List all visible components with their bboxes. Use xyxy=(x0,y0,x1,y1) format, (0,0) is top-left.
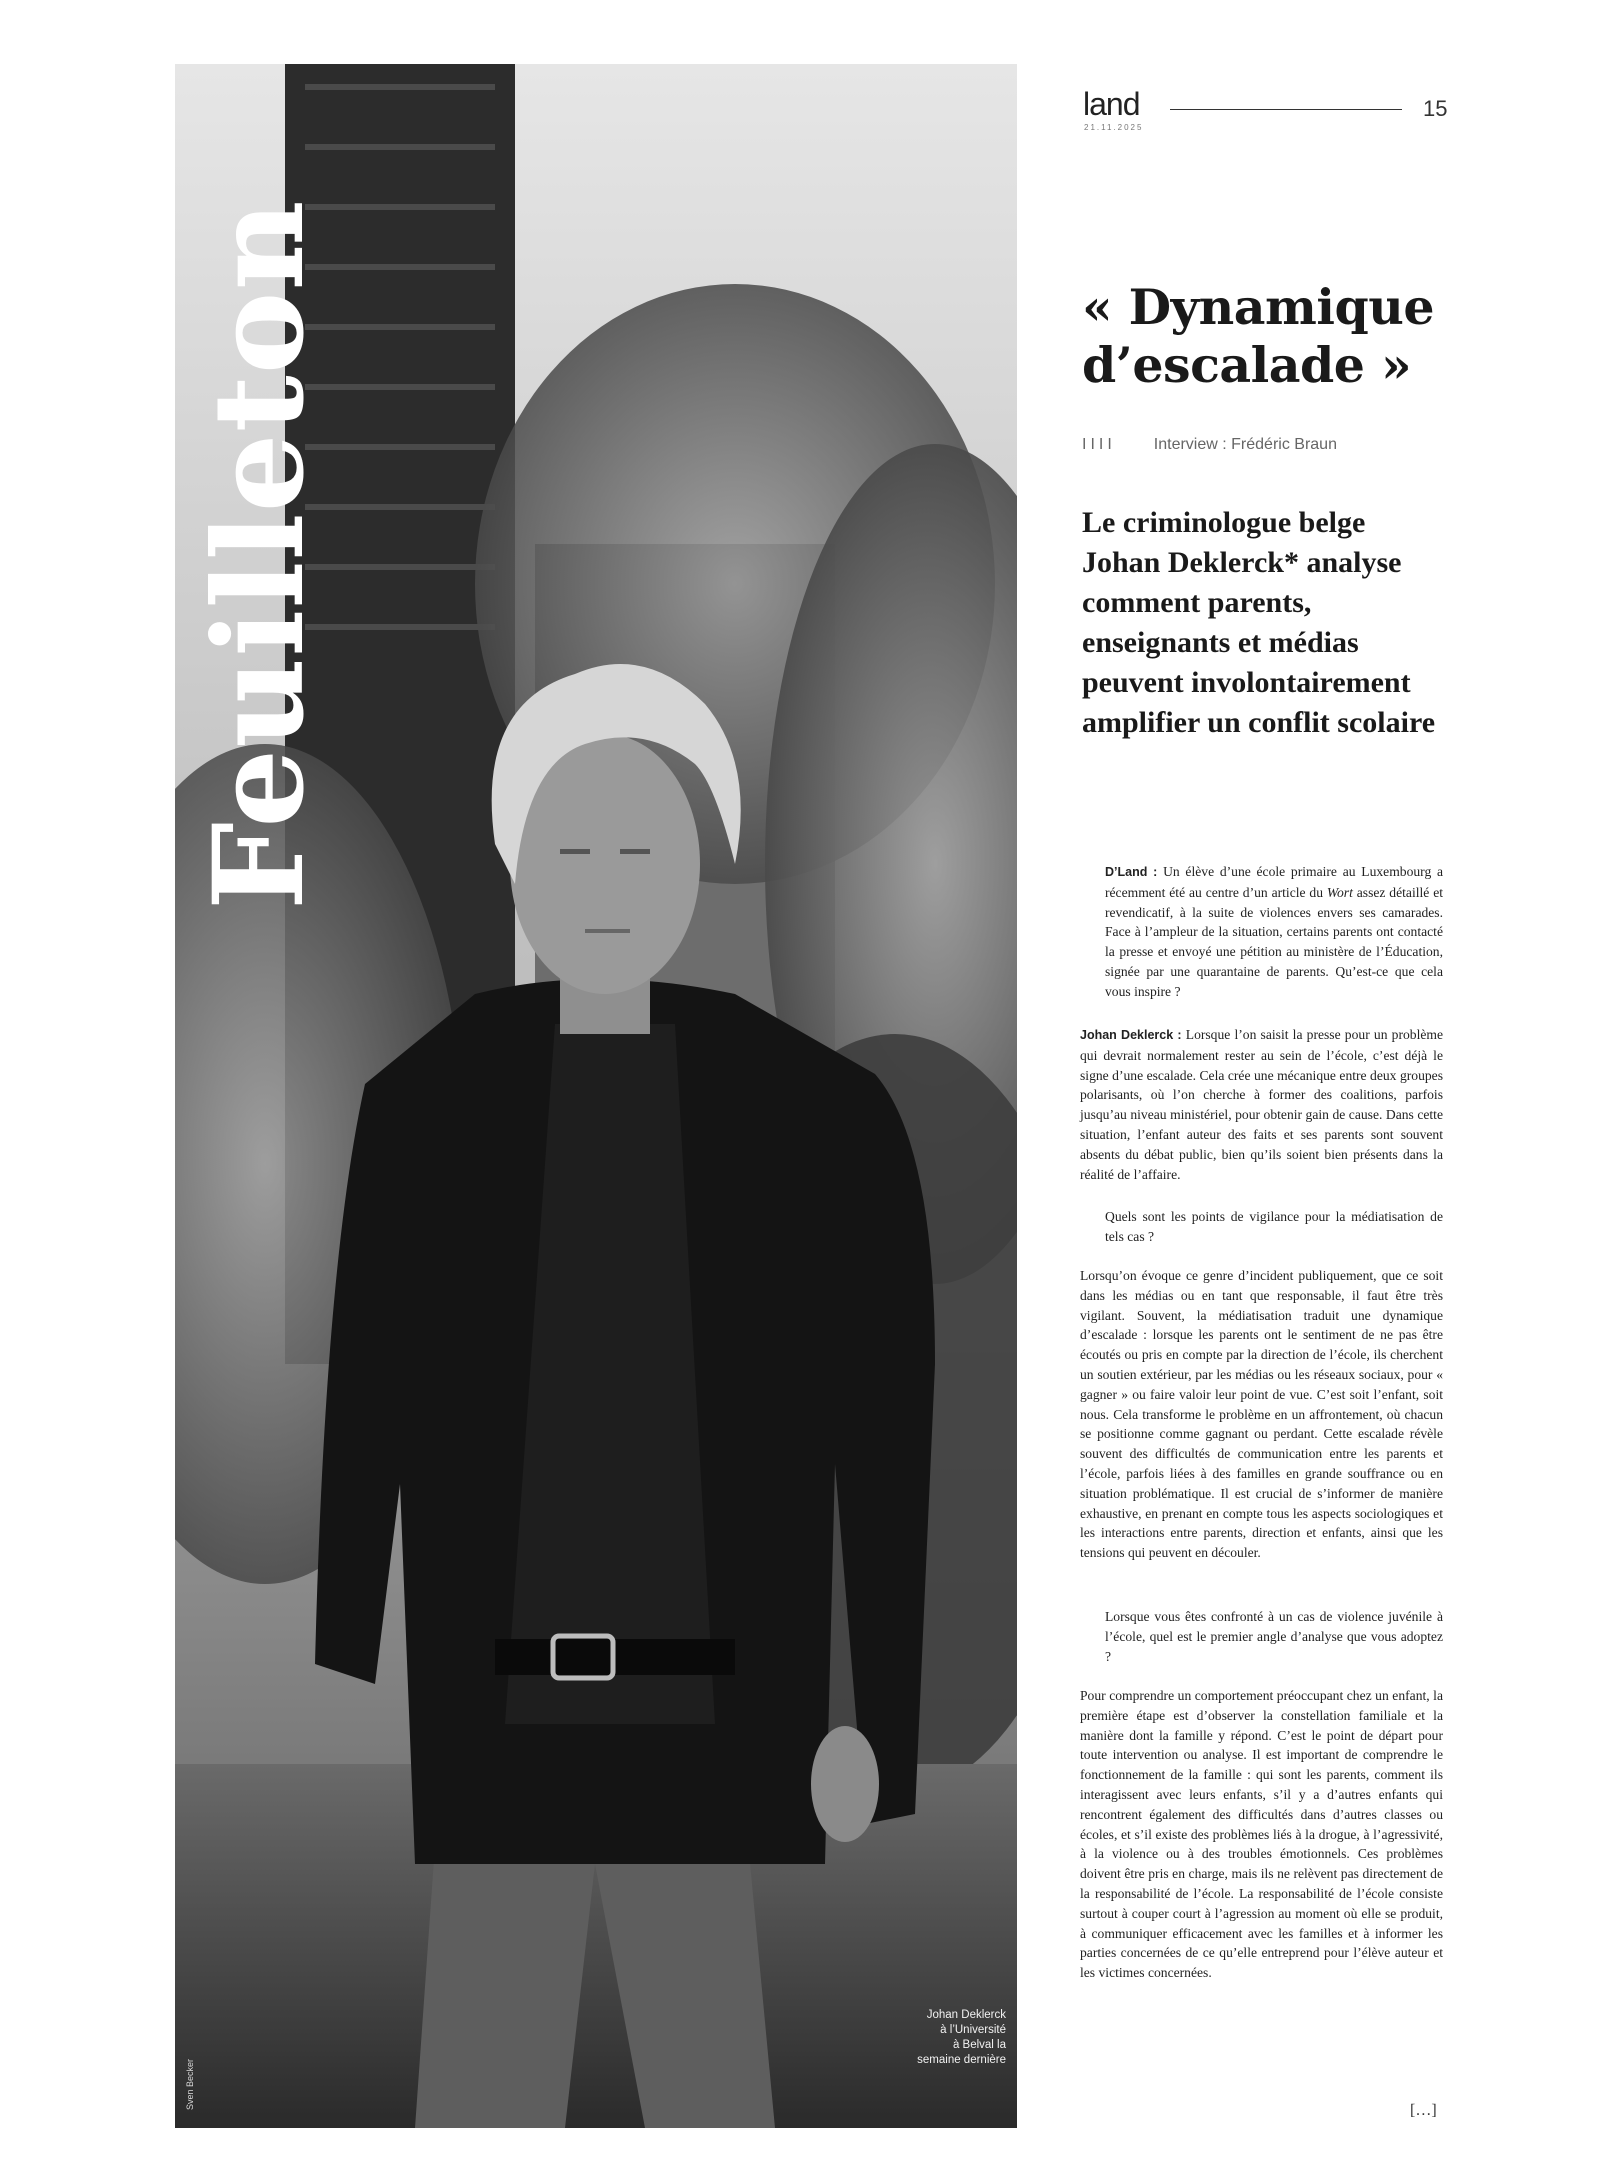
question-text: Quels sont les points de vigilance pour la médiatisation de tels cas ? xyxy=(1105,1209,1443,1244)
section-marks: IIII xyxy=(1082,436,1116,453)
continuation-marker: […] xyxy=(1410,2102,1437,2119)
answer-3 xyxy=(1080,1686,1443,1983)
lede-line: amplifier un conflit scolaire xyxy=(1082,706,1436,739)
speaker-dland: D’Land : xyxy=(1105,865,1158,879)
headline-line: d’escalade » xyxy=(1082,336,1412,394)
lede-line: Johan Deklerck* analyse xyxy=(1082,546,1402,579)
question-3 xyxy=(1105,1607,1443,1666)
lede-line: enseignants et médias xyxy=(1082,626,1359,659)
caption-line: Johan Deklerck xyxy=(926,2009,1006,2021)
page-number: 15 xyxy=(1423,96,1448,121)
lede-line: peuvent involontairement xyxy=(1082,666,1411,699)
question-text: assez détaillé et revendicatif, à la suite de violences envers ses camarades. Face à l’ampleur de la situation, certains parents ont contacté la presse et envoyé une pétition au ministère de l’Éducation, signée par une quarantaine de parents. Qu’est-ce que cela vous inspire ? xyxy=(1105,884,1443,999)
issue-date: 21.11.2025 xyxy=(1084,123,1144,132)
speaker-deklerck: Johan Deklerck : xyxy=(1080,1028,1182,1042)
article-headline xyxy=(1082,278,1512,394)
question-1 xyxy=(1105,862,1443,1002)
publication-name: Wort xyxy=(1326,884,1353,900)
headline-line: « Dynamique xyxy=(1082,278,1435,336)
lede-line: Le criminologue belge xyxy=(1082,506,1366,539)
photo-credit: Sven Becker xyxy=(185,2058,195,2110)
answer-2 xyxy=(1080,1266,1443,1563)
question-text: Lorsque vous êtes confronté à un cas de violence juvénile à l’école, quel est le premier angle d’analyse que vous adoptez ? xyxy=(1105,1609,1443,1664)
article-lede xyxy=(1082,503,1512,743)
caption-line: à Belval la xyxy=(952,2039,1006,2051)
publication-logo: land xyxy=(1083,86,1140,122)
question-2 xyxy=(1105,1207,1443,1247)
caption-line: à l’Université xyxy=(940,2024,1006,2036)
question-text: Un élève d’une école primaire au Luxembourg a récemment été au centre d’un article du xyxy=(1105,864,1444,900)
article-meta xyxy=(1082,436,1337,454)
caption-line: semaine dernière xyxy=(917,2054,1006,2066)
answer-text: Lorsque l’on saisit la presse pour un problème qui devrait normalement rester au sein de l’école, c’est déjà le signe d’une escalade. Cela crée une mécanique entre deux groupes polarisants, où l’on cherche à former des coalitions, parfois jusqu’au niveau ministériel, pour obtenir gain de cause. Dans cette situation, l’enfant auteur des faits et ses parents sont souvent absents du débat public, bien qu’ils soient bien présents dans la réalité de l’affaire. xyxy=(1080,1027,1443,1182)
section-title: Feuilleton xyxy=(187,199,332,910)
header-divider xyxy=(1170,109,1402,110)
answer-1 xyxy=(1080,1025,1443,1184)
answer-text: Pour comprendre un comportement préoccupant chez un enfant, la première étape est d’observer la constellation familiale et la manière dont la famille y répond. C’est le point de départ pour toute intervention ou analyse. Il est important de comprendre le fonctionnement de la famille : qui sont les parents, comment ils interagissent avec leurs enfants, s’il y a d’autres enfants qui rencontrent également des difficultés dans d’autres classes ou écoles, et s’il existe des problèmes liés à la drogue, à l’agressivité, à la violence ou à des troubles émotionnels. Ces problèmes doivent être pris en charge, mais ils ne relèvent pas directement de la responsabilité de l’école. La responsabilité de l’école consiste surtout à couper court à l’agression au moment où elle se produit, à communiquer efficacement avec les familles et à informer les parties concernées de ce qu’elle entreprend pour l’élève auteur et les victimes concernées. xyxy=(1080,1688,1443,1981)
photo-caption xyxy=(866,2008,1006,2068)
answer-text: Lorsqu’on évoque ce genre d’incident publiquement, que ce soit dans les médias ou en tant que responsable, il faut être très vigilant. Souvent, la médiatisation traduit une dynamique d’escalade : lorsque les parents ont le sentiment de ne pas être écoutés ou pris en compte par la direction de l’école, ils cherchent un soutien extérieur, par les médias ou les réseaux sociaux, pour « gagner » ou faire valoir leur point de vue. C’est soit l’enfant, soit nous. Cela transforme le problème en un affrontement, où chacun se positionne comme gagnant ou perdant. Cette escalade révèle souvent des difficultés de communication entre les parents et l’école, parfois liées à des familles en grande souffrance ou en situation problématique. Il est crucial de s’informer de manière exhaustive, en prenant en compte tous les aspects sociologiques et les interactions entre parents, direction et enfants, ainsi que les tensions qui peuvent en découler. xyxy=(1080,1268,1443,1561)
byline: Interview : Frédéric Braun xyxy=(1153,436,1337,453)
lede-line: comment parents, xyxy=(1082,586,1312,619)
